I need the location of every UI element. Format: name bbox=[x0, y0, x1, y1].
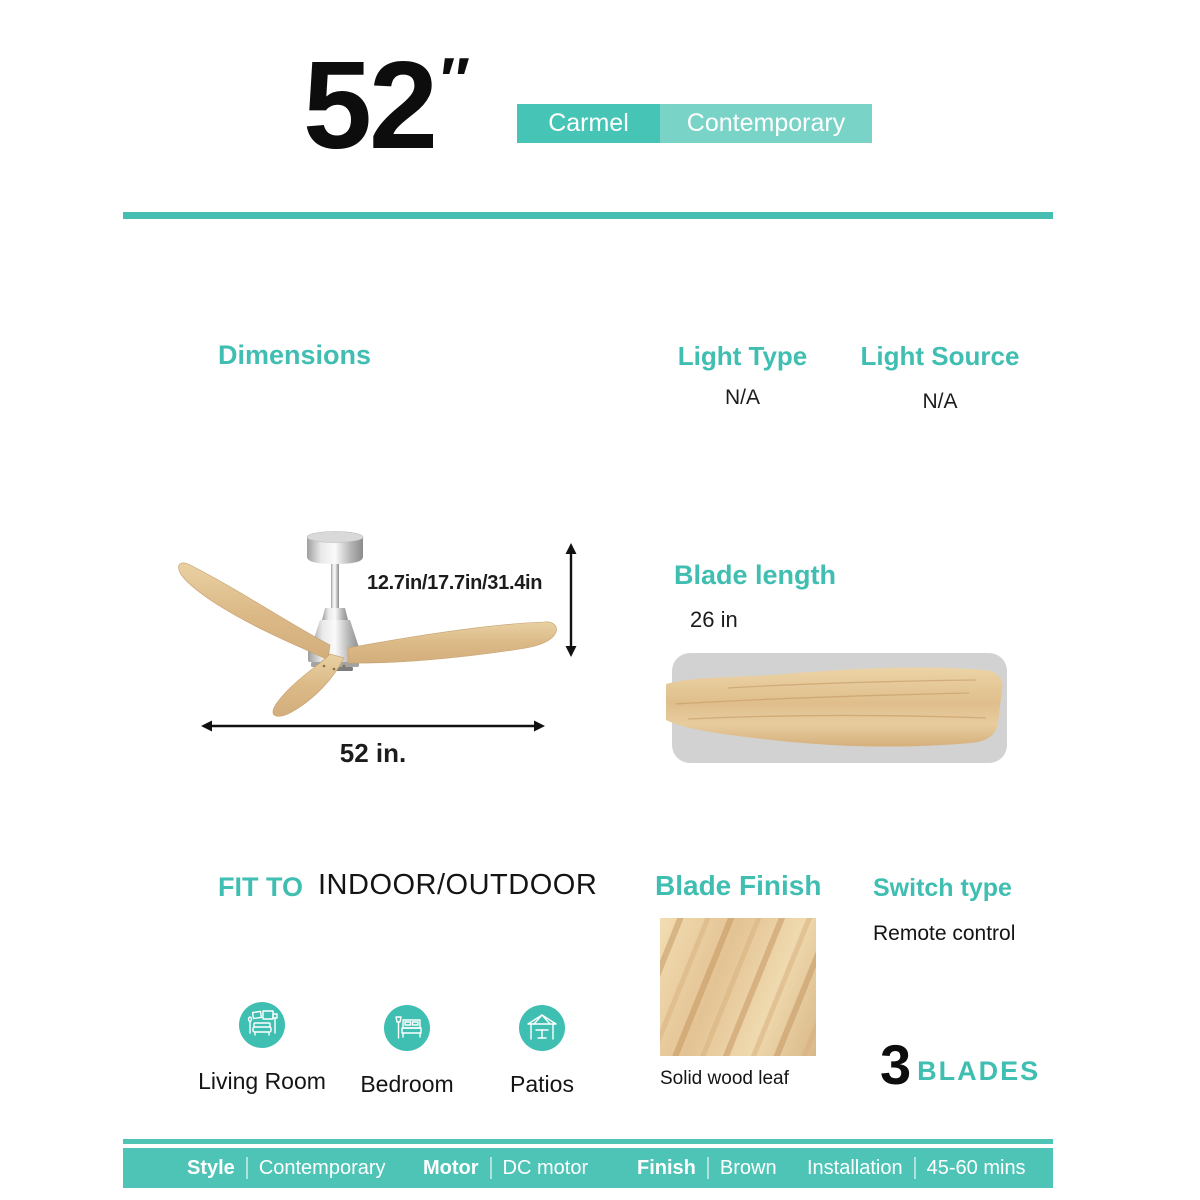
header-divider bbox=[123, 212, 1053, 219]
light-source-title: Light Source bbox=[860, 341, 1020, 371]
footer-accent-strip bbox=[123, 1139, 1053, 1144]
spec-motor bbox=[423, 1148, 588, 1188]
spec-label: Finish bbox=[637, 1156, 696, 1179]
room-label: Patios bbox=[510, 1071, 574, 1097]
room-label: Living Room bbox=[198, 1068, 326, 1094]
diameter-label: 52 in. bbox=[339, 738, 407, 768]
switch-type-title: Switch type bbox=[873, 874, 1012, 902]
blade-length-value: 26 in bbox=[690, 607, 738, 632]
room-label: Bedroom bbox=[360, 1071, 454, 1097]
spec-style bbox=[187, 1148, 386, 1188]
product-style-badge: Contemporary bbox=[660, 104, 872, 143]
spec-separator bbox=[490, 1157, 492, 1179]
blade-finish-caption: Solid wood leaf bbox=[660, 1068, 789, 1089]
fit-to-title: FIT TO bbox=[218, 872, 303, 902]
light-type-value: N/A bbox=[724, 386, 760, 409]
blade-finish-title: Blade Finish bbox=[655, 870, 822, 901]
room-living bbox=[187, 1002, 337, 1095]
light-type-title: Light Type bbox=[677, 341, 808, 371]
ceiling-fan-figure bbox=[158, 520, 608, 742]
spec-value: 45-60 mins bbox=[926, 1156, 1026, 1179]
blade-count-label: BLADES bbox=[917, 1056, 1041, 1087]
blade-count-number: 3 bbox=[880, 1033, 912, 1096]
drop-height-label: 12.7in/17.7in/31.4in bbox=[367, 572, 543, 594]
blade-photo bbox=[664, 662, 1010, 754]
switch-type-value: Remote control bbox=[873, 922, 1016, 945]
fan-coupler bbox=[322, 608, 348, 620]
fit-to-value: INDOOR/OUTDOOR bbox=[318, 869, 598, 901]
spec-value: DC motor bbox=[502, 1156, 589, 1179]
product-badge bbox=[517, 104, 872, 143]
fan-size-heading bbox=[303, 37, 467, 175]
product-name-badge: Carmel bbox=[517, 104, 660, 143]
living-room-icon bbox=[239, 1002, 285, 1048]
spec-label: Style bbox=[187, 1156, 235, 1179]
spec-label: Motor bbox=[423, 1156, 479, 1179]
spec-value: Brown bbox=[719, 1156, 777, 1179]
inch-mark: ″ bbox=[436, 46, 467, 115]
room-patios bbox=[467, 1005, 617, 1098]
blade-length-title: Blade length bbox=[674, 560, 837, 590]
dimensions-title: Dimensions bbox=[218, 340, 372, 370]
fan-size-number: 52 bbox=[303, 37, 435, 175]
fan-canopy bbox=[307, 532, 363, 565]
height-arrow bbox=[566, 543, 577, 657]
spec-value: Contemporary bbox=[258, 1156, 386, 1179]
spec-installation bbox=[807, 1148, 1026, 1188]
spec-label: Installation bbox=[807, 1156, 903, 1179]
blade-count bbox=[880, 1033, 1041, 1096]
spec-separator bbox=[914, 1157, 916, 1179]
spec-separator bbox=[707, 1157, 709, 1179]
bedroom-icon bbox=[384, 1005, 430, 1051]
footer-spec-bar bbox=[123, 1148, 1053, 1188]
diameter-arrow bbox=[201, 721, 545, 732]
wood-finish-swatch bbox=[660, 918, 816, 1056]
light-source-value: N/A bbox=[922, 390, 958, 413]
room-bedroom bbox=[332, 1005, 482, 1098]
spec-separator bbox=[246, 1157, 248, 1179]
patio-icon bbox=[519, 1005, 565, 1051]
fan-downrod bbox=[331, 564, 339, 610]
spec-finish bbox=[637, 1148, 777, 1188]
